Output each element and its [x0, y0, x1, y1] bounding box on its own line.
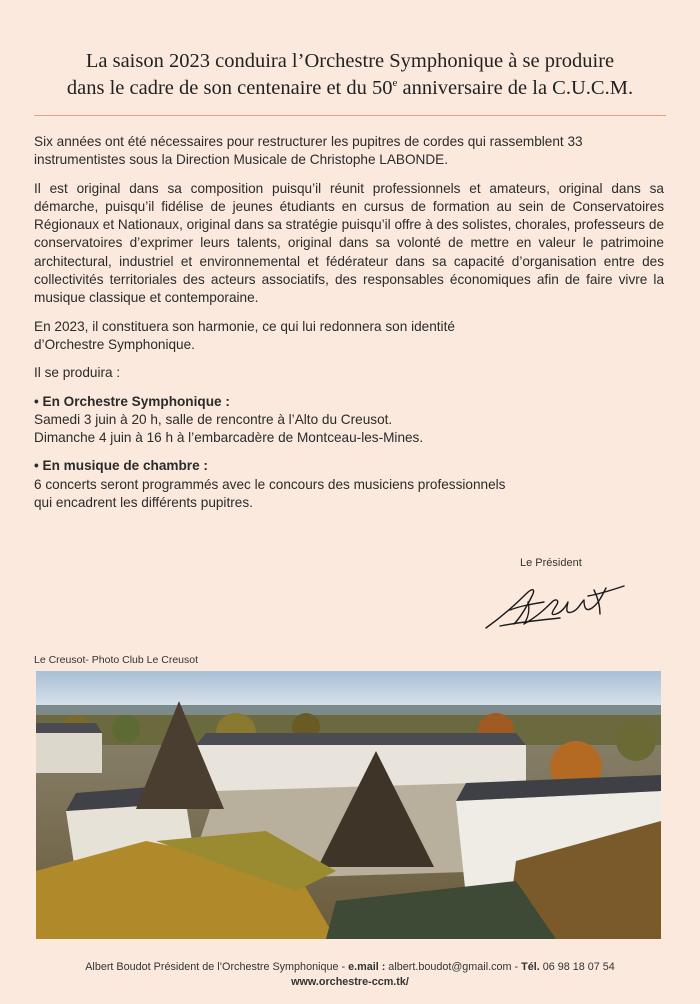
- paragraph-2023-line-1: En 2023, il constituera son harmonie, ce qui lui redonnera son identité: [34, 318, 455, 334]
- footer-tel-label: Tél.: [521, 961, 540, 973]
- divider-rule: [34, 115, 666, 116]
- footer-tel: 06 98 18 07 54: [539, 961, 615, 973]
- footer-email-label: e.mail :: [348, 961, 386, 973]
- heading-line-2-main: dans le cadre de son centenaire et du 50: [66, 77, 393, 99]
- president-label: Le Président: [520, 557, 582, 569]
- paragraph-2023-line-2: d’Orchestre Symphonique.: [34, 336, 195, 352]
- orchestre-title: • En Orchestre Symphonique :: [34, 393, 230, 409]
- heading-superscript: e: [392, 77, 398, 90]
- paragraph-2023: [34, 318, 664, 355]
- footer: [0, 960, 700, 990]
- chambre-line-2: qui encadrent les différents pupitres.: [34, 495, 253, 511]
- orchestre-line-1: Samedi 3 juin à 20 h, salle de rencontre à l’Alto du Creusot.: [34, 411, 393, 427]
- body-text: [34, 133, 664, 522]
- paragraph-se-produira: Il se produira :: [34, 365, 121, 381]
- footer-contact: [0, 960, 700, 975]
- page-heading: [30, 48, 670, 102]
- heading-line-2: [30, 75, 670, 102]
- section-chambre: [34, 457, 664, 512]
- section-orchestre: [34, 393, 664, 448]
- photo-caption: Le Creusot- Photo Club Le Creusot: [34, 654, 199, 666]
- heading-line-1: La saison 2023 conduira l’Orchestre Symphonique à se produire: [85, 50, 615, 72]
- chambre-line-1: 6 concerts seront programmés avec le concours des musiciens professionnels: [34, 476, 506, 492]
- footer-website-link[interactable]: www.orchestre-ccm.tk/: [291, 976, 409, 988]
- signature-icon: [480, 566, 630, 636]
- heading-line-2-end: anniversaire de la C.U.C.M.: [397, 77, 634, 99]
- footer-name: Albert Boudot Président de l’Orchestre Symphonique -: [85, 961, 349, 973]
- photo-le-creusot: [36, 671, 661, 939]
- chambre-title: • En musique de chambre :: [34, 458, 208, 474]
- paragraph-intro: Six années ont été nécessaires pour restructurer les pupitres de cordes qui rassemblent 33 instrumentistes sous la Direction Musicale de Christophe LABONDE.: [34, 134, 583, 168]
- footer-email[interactable]: albert.boudot@gmail.com -: [385, 961, 522, 973]
- paragraph-original: Il est original dans sa composition puisqu’il réunit professionnels et amateurs, original dans sa démarche, puisqu’il fidélise de jeunes étudiants en cursus de formation au sein de Conservatoires Régionaux et Nationaux, original dans sa stratégie puisqu’il offre à des solistes, chorales, professeurs de conservatoires d’exprimer leurs talents, original dans sa volonté de mettre en valeur le patrimoine architectural, industriel et environnemental et fédérateur dans sa capacité d’organisation entre des collectivités territoriales des acteurs associatifs, des responsables économiques afin de faire vivre la musique classique et contemporaine.: [34, 180, 664, 306]
- orchestre-line-2: Dimanche 4 juin à 16 h à l’embarcadère de Montceau-les-Mines.: [34, 430, 424, 446]
- footer-website[interactable]: [0, 975, 700, 990]
